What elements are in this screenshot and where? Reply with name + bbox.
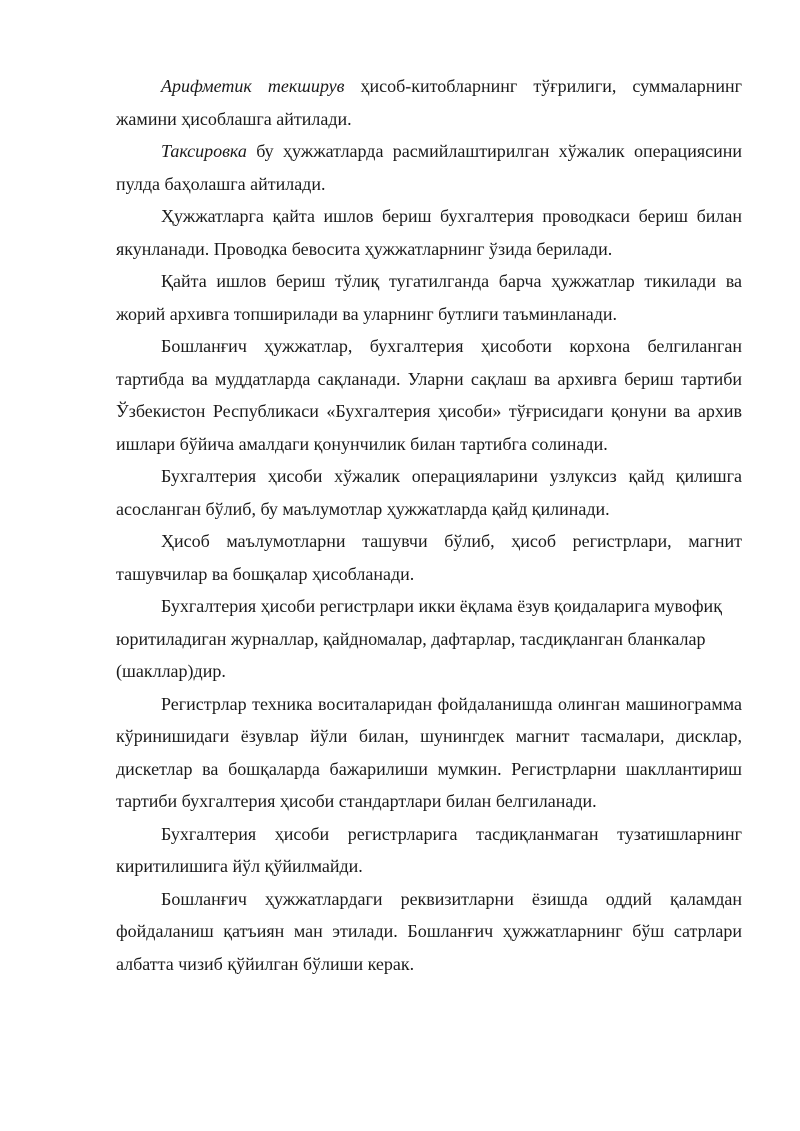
- paragraph-carriers: Ҳисоб маълумотларни ташувчи бўлиб, ҳисоб регистрлари, магнит ташувчилар ва бошқалар ҳисобланади.: [116, 531, 742, 584]
- paragraph-recording: Бухгалтерия ҳисоби хўжалик операцияларини узлуксиз қайд қилишга асосланган бўлиб, бу маълумотлар ҳужжатларда қайд қилинади.: [116, 466, 742, 519]
- paragraph-text: бу ҳужжатларда расмийлаштирилган хўжалик операциясини пулда баҳолашга айтилади.: [116, 141, 742, 194]
- paragraph-text: ҳисоб-китобларнинг тўғрилиги, суммаларнинг жамини ҳисоблашга айтилади.: [116, 76, 742, 129]
- term-taxation: Таксировка: [161, 141, 247, 161]
- paragraph-taxation: [116, 135, 742, 200]
- paragraph-registers: Бухгалтерия ҳисоби регистрлари икки ёқлама ёзув қоидаларига мувофиқ юритиладиган журналлар, қайдномалар, дафтарлар, тасдиқланган бланкалар (шакллар)дир.: [116, 596, 722, 681]
- term-arithmetic-check: Арифметик текширув: [161, 76, 345, 96]
- document-page: [116, 70, 742, 980]
- paragraph-archiving: Қайта ишлов бериш тўлиқ тугатилганда барча ҳужжатлар тикилади ва жорий архивга топширилади ва уларнинг бутлиги таъминланади.: [116, 271, 742, 324]
- paragraph-storage: Бошланғич ҳужжатлар, бухгалтерия ҳисоботи корхона белгиланган тартибда ва муддатларда сақланади. Уларни сақлаш ва архивга бериш тартиби Ўзбекистон Республикаси «Бухгалтерия ҳисоби» тўғрисидаги қонуни ва архив ишлари бўйича амалдаги қонунчилик билан тартибга солинади.: [116, 336, 742, 454]
- paragraph-pencil-ban: Бошланғич ҳужжатлардаги реквизитларни ёзишда оддий қаламдан фойдаланиш қатъиян ман этилади. Бошланғич ҳужжатларнинг бўш сатрлари албатта чизиб қўйилган бўлиши керак.: [116, 888, 742, 974]
- paragraph-processing: Ҳужжатларга қайта ишлов бериш бухгалтерия проводкаси бериш билан якунланади. Проводка бевосита ҳужжатларнинг ўзида берилади.: [116, 206, 742, 259]
- paragraph-corrections: Бухгалтерия ҳисоби регистрларига тасдиқланмаган тузатишларнинг киритилишига йўл қўйилмайди.: [116, 823, 742, 876]
- paragraph-machine-registers: Регистрлар техника воситаларидан фойдаланишда олинган машинограмма кўринишидаги ёзувлар йўли билан, шунингдек магнит тасмалари, дисклар, дискетлар ва бошқаларда бажарилиши мумкин. Регистрларни шакллантириш тартиби бухгалтерия ҳисоби стандартлари билан белгиланади.: [116, 693, 742, 811]
- paragraph-arithmetic-check: [116, 70, 742, 135]
